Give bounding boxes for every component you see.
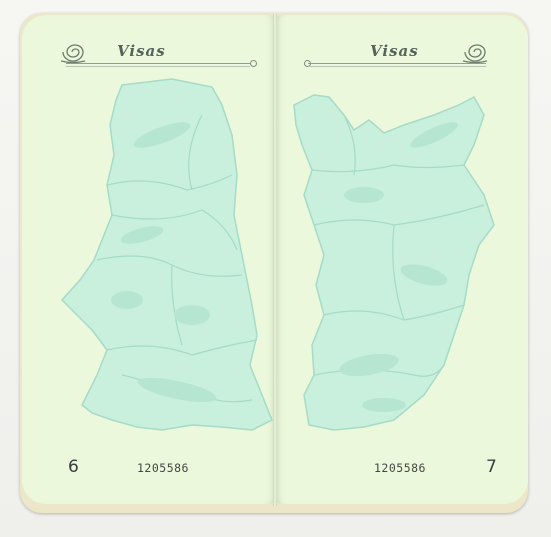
map-watermark <box>284 75 506 445</box>
visa-page-right <box>276 15 528 504</box>
page-title: Visas <box>370 42 419 60</box>
rule-dot <box>250 60 257 67</box>
snail-ornament-icon <box>58 39 88 65</box>
page-number: 7 <box>486 457 497 477</box>
page-number: 6 <box>68 457 79 477</box>
serial-number: 1205586 <box>374 461 426 475</box>
serial-number: 1205586 <box>137 461 189 475</box>
visa-page-left <box>22 15 275 504</box>
map-watermark <box>52 75 274 445</box>
title-rule <box>66 63 250 67</box>
snail-ornament-icon <box>460 39 490 65</box>
page-title: Visas <box>117 42 166 60</box>
